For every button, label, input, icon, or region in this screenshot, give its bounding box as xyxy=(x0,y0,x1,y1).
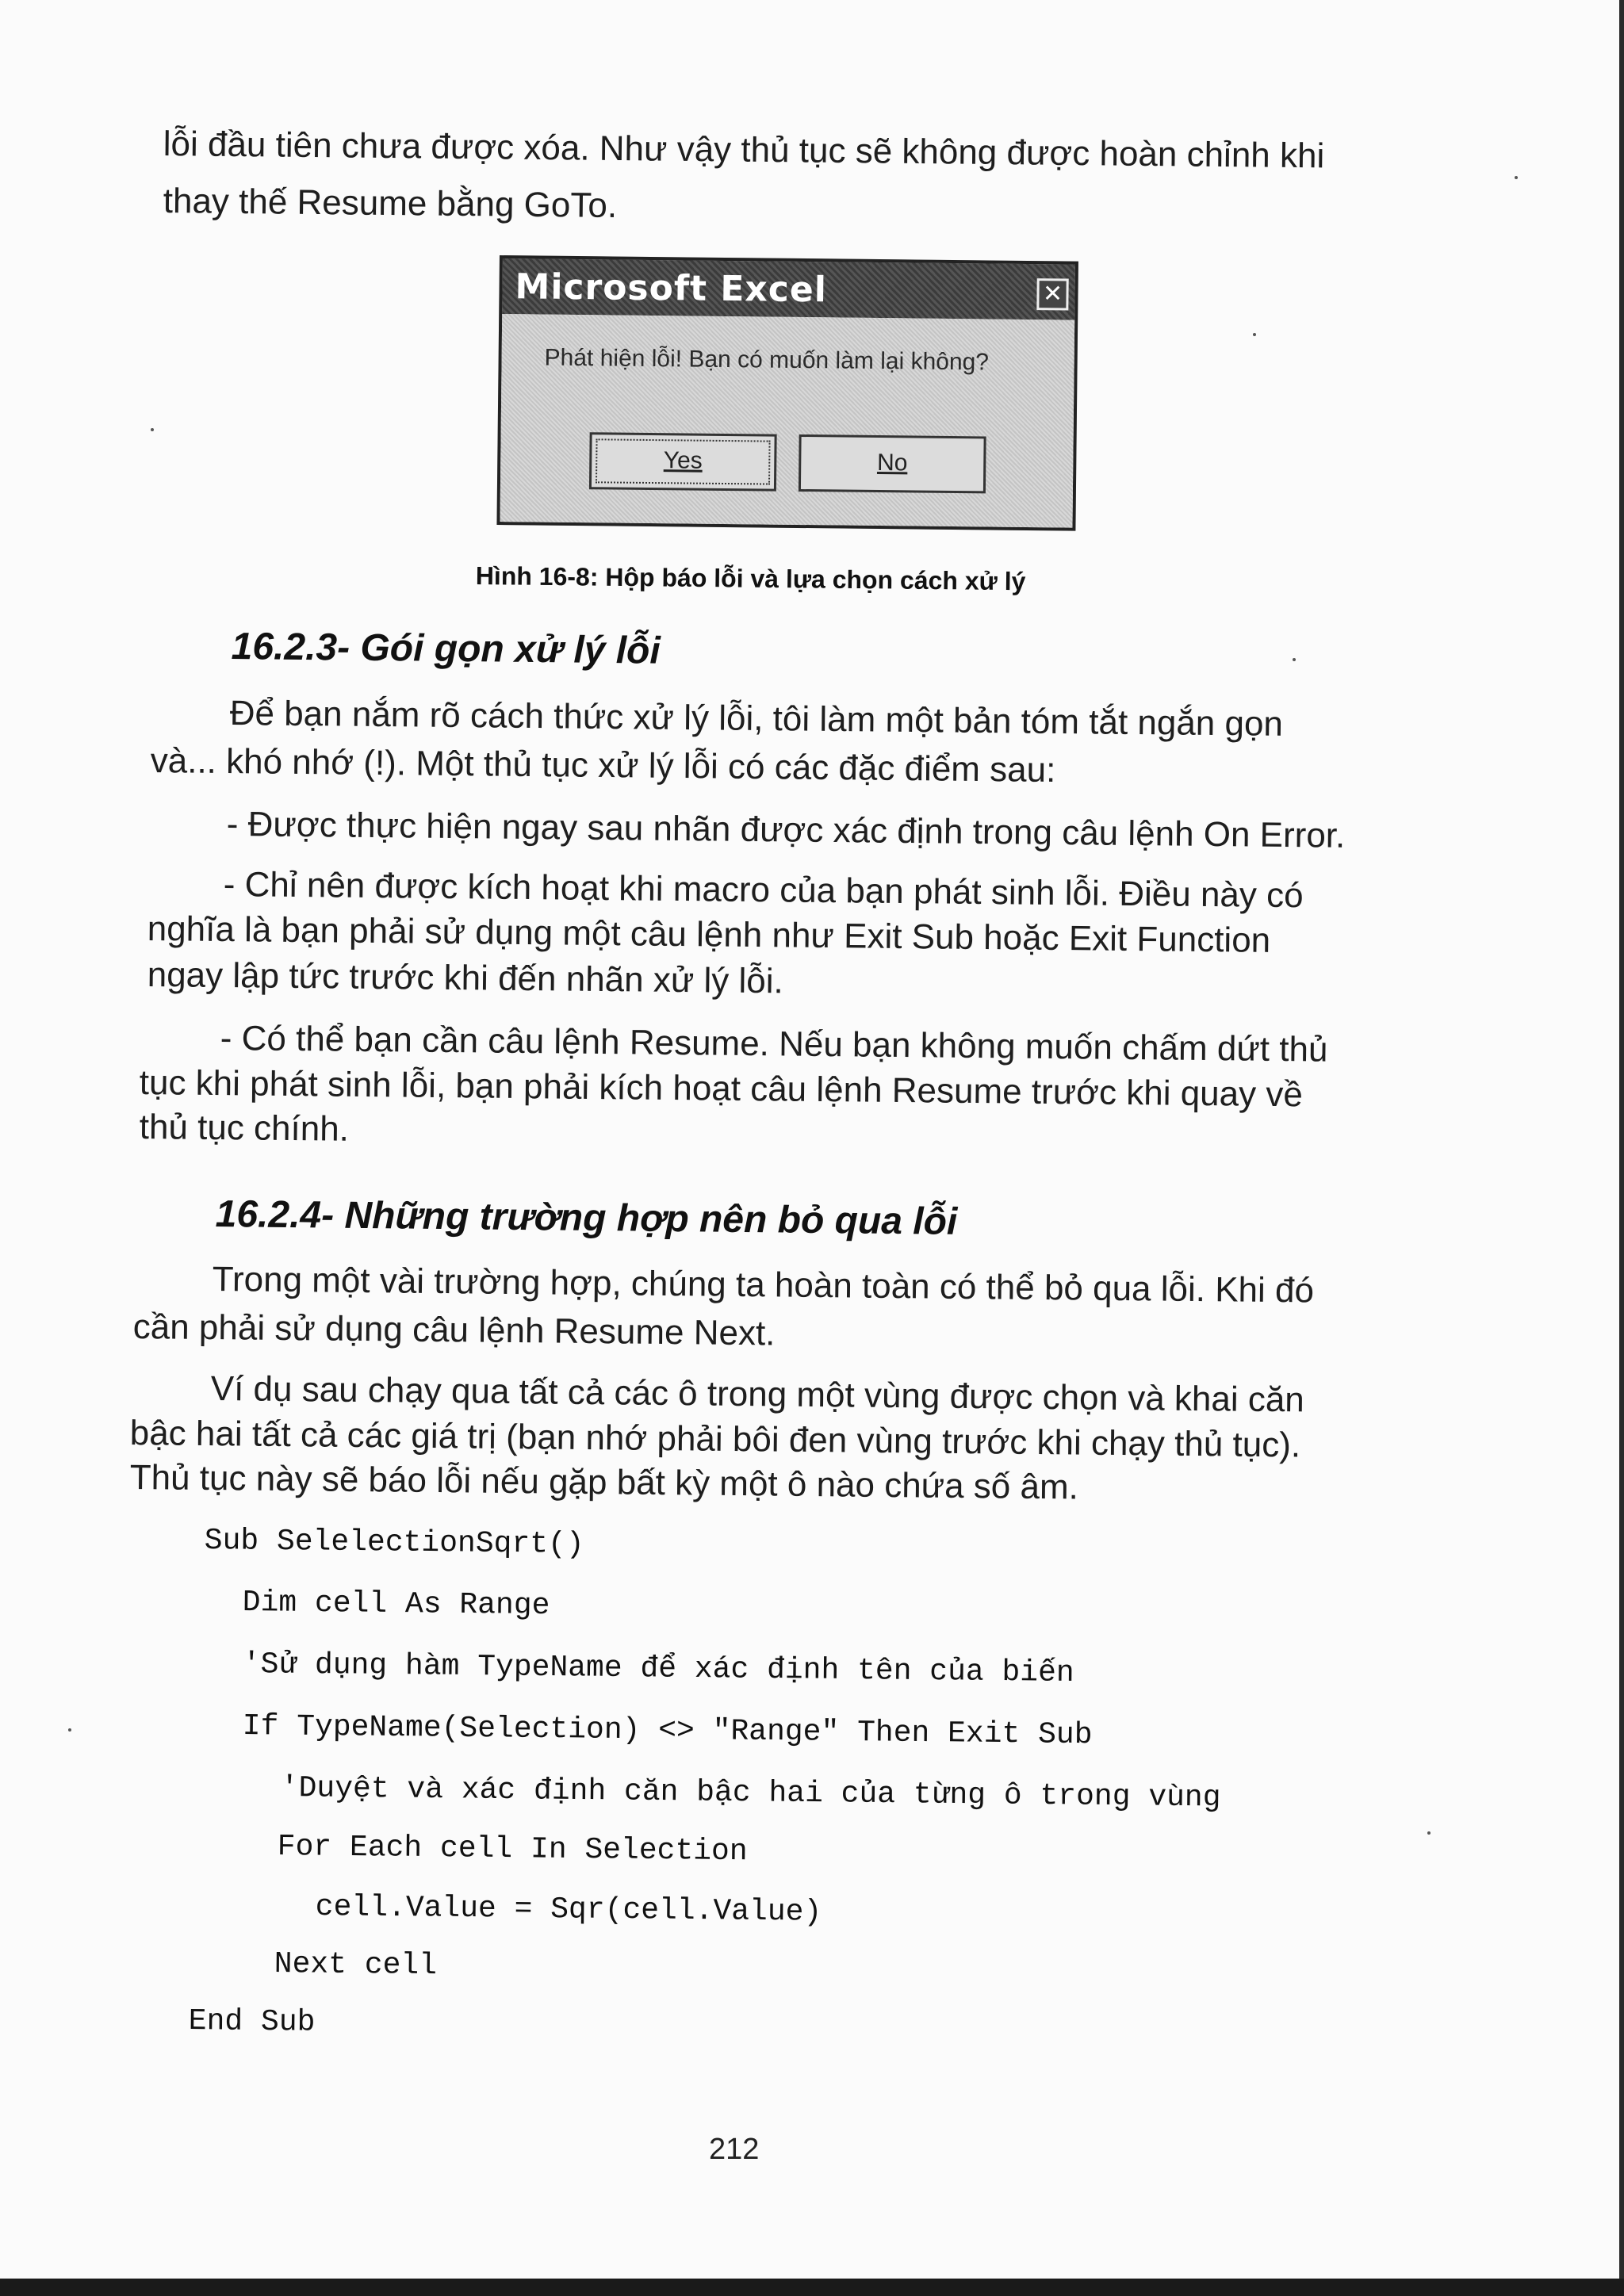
code-line: 'Sử dụng hàm TypeName để xác định tên của biến xyxy=(242,1647,1074,1690)
bullet-line: - Có thể bạn cần câu lệnh Resume. Nếu bạn không muốn chấm dứt thủ xyxy=(220,1019,1328,1070)
section-heading-16-2-3: 16.2.3- Gói gọn xử lý lỗi xyxy=(231,625,661,672)
bullet-line: thủ tục chính. xyxy=(139,1108,350,1149)
scan-speck xyxy=(1253,333,1256,336)
excel-dialog-figure xyxy=(496,255,1078,531)
no-button: No xyxy=(799,434,986,493)
scan-speck xyxy=(1427,1831,1431,1835)
code-line: Sub SelelectionSqrt() xyxy=(204,1524,584,1563)
dialog-message: Phát hiện lỗi! Bạn có muốn làm lại không? xyxy=(544,344,990,376)
code-line: If TypeName(Selection) <> "Range" Then Exit Sub xyxy=(242,1709,1093,1753)
code-line: For Each cell In Selection xyxy=(277,1830,748,1869)
dialog-body xyxy=(500,314,1074,528)
dialog-titlebar xyxy=(502,258,1075,320)
bullet-line: - Được thực hiện ngay sau nhãn được xác định trong câu lệnh On Error. xyxy=(226,805,1346,855)
paragraph-line: và... khó nhớ (!). Một thủ tục xử lý lỗi có các đặc điểm sau: xyxy=(150,741,1056,790)
code-line: Dim cell As Range xyxy=(242,1586,550,1624)
paragraph-line: bậc hai tất cả các giá trị (bạn nhớ phải bôi đen vùng trước khi chạy thủ tục). xyxy=(129,1414,1301,1465)
close-icon: ✕ xyxy=(1036,278,1068,310)
page-number: 212 xyxy=(709,2133,760,2166)
bullet-line: tục khi phát sinh lỗi, bạn phải kích hoạt câu lệnh Resume trước khi quay về xyxy=(139,1063,1304,1115)
bullet-line: - Chỉ nên được kích hoạt khi macro của bạn phát sinh lỗi. Điều này có xyxy=(223,865,1304,916)
section-heading-16-2-4: 16.2.4- Những trường hợp nên bỏ qua lỗi xyxy=(215,1193,958,1243)
bullet-line: nghĩa là bạn phải sử dụng một câu lệnh như Exit Sub hoặc Exit Function xyxy=(147,909,1271,960)
scan-edge xyxy=(0,2279,1624,2296)
code-line: End Sub xyxy=(188,2004,316,2040)
paragraph-line: Để bạn nắm rõ cách thức xử lý lỗi, tôi làm một bản tóm tắt ngắn gọn xyxy=(229,694,1284,744)
paragraph-line: cần phải sử dụng câu lệnh Resume Next. xyxy=(132,1307,776,1353)
bullet-line: ngay lập tức trước khi đến nhãn xử lý lỗi. xyxy=(147,955,784,1001)
paragraph-line: Thủ tục này sẽ báo lỗi nếu gặp bất kỳ một ô nào chứa số âm. xyxy=(129,1458,1079,1507)
dialog-title: Microsoft Excel xyxy=(515,266,828,311)
yes-button: Yes xyxy=(589,432,777,491)
figure-caption: Hình 16-8: Hộp báo lỗi và lựa chọn cách xử lý xyxy=(475,561,1026,596)
scan-speck xyxy=(68,1728,71,1732)
scan-speck xyxy=(1515,176,1518,179)
code-line: cell.Value = Sqr(cell.Value) xyxy=(315,1890,822,1930)
paragraph-line: Ví dụ sau chạy qua tất cả các ô trong một vùng được chọn và khai căn xyxy=(210,1369,1305,1420)
intro-line-2: thay thế Resume bằng GoTo. xyxy=(163,182,618,225)
code-line: 'Duyệt và xác định căn bậc hai của từng ô trong vùng xyxy=(280,1771,1221,1816)
scan-speck xyxy=(151,428,154,431)
scan-speck xyxy=(1293,658,1296,661)
intro-line-1: lỗi đầu tiên chưa được xóa. Như vậy thủ tục sẽ không được hoàn chỉnh khi xyxy=(163,124,1325,176)
scan-edge xyxy=(1619,0,1624,2296)
code-line: Next cell xyxy=(274,1947,438,1984)
paragraph-line: Trong một vài trường hợp, chúng ta hoàn toàn có thể bỏ qua lỗi. Khi đó xyxy=(212,1260,1315,1311)
